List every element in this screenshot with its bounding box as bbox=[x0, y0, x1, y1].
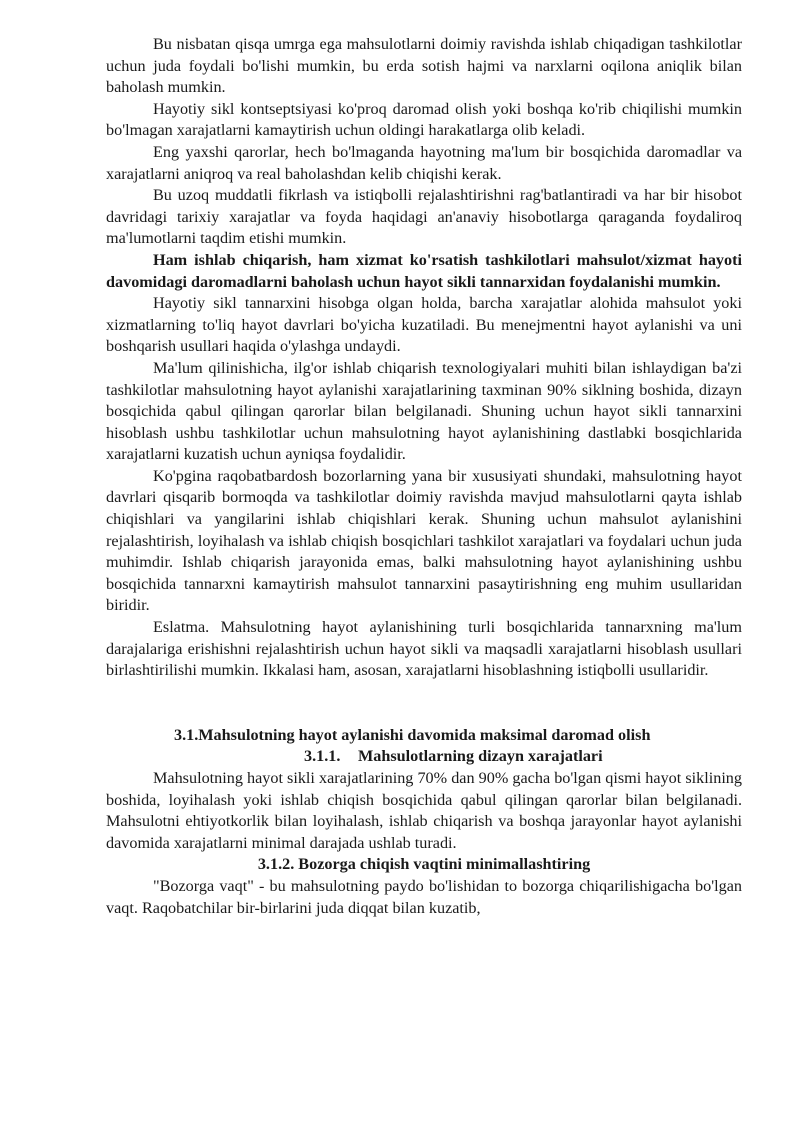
subsection-title: Mahsulotlarning dizayn xarajatlari bbox=[358, 747, 603, 766]
paragraph-7: Ma'lum qilinishicha, ilg'or ishlab chiqarish texnologiyalari muhiti bilan ishlaydigan ba'zi tashkilotlar mahsulotning hayot aylanishi xarajatlarining taxminan 90% siklning boshida, dizayn bosqichida qabul qilingan qarorlar bilan belgilanadi. Shuning uchun hayot sikli tannarxini hisoblash ushbu tashkilotlar uchun mahsulotning hayot aylanishining dastlabki bosqichlarida xarajatlarni kuzatish uchun ayniqsa foydalidir. bbox=[106, 358, 742, 464]
paragraph-3: Eng yaxshi qarorlar, hech bo'lmaganda hayotning ma'lum bir bosqichida daromadlar va xarajatlarni aniqroq va real baholashdan kelib chiqishi kerak. bbox=[106, 142, 742, 183]
paragraph-5-bold: Ham ishlab chiqarish, ham xizmat ko'rsatish tashkilotlari mahsulot/xizmat hayoti davomidagi daromadlarni baholash uchun hayot sikli tannarxidan foydalanishi mumkin. bbox=[106, 250, 742, 291]
subsection-2-paragraph: "Bozorga vaqt" - bu mahsulotning paydo bo'lishidan to bozorga chiqarilishigacha bo'lgan vaqt. Raqobatchilar bir-birlarini juda diqqat bilan kuzatib, bbox=[106, 876, 742, 917]
paragraph-6: Hayotiy sikl tannarxini hisobga olgan holda, barcha xarajatlar alohida mahsulot yoki xizmatlarning to'liq hayot davrlari bo'yicha kuzatiladi. Bu menejmentni hayot aylanishi va uni boshqarish usullari haqida o'ylashga undaydi. bbox=[106, 294, 742, 356]
paragraph-8: Ko'pgina raqobatbardosh bozorlarning yana bir xususiyati shundaki, mahsulotning hayot davrlari qisqarib bormoqda va tashkilotlar doimiy ravishda mavjud mahsulotlarni qayta ishlab chiqishlari va yangilarini ishlab chiqishlari kerak. Shuning uchun mahsulot aylanishini rejalashtirish, loyihalash va ishlab chiqish bosqichlari tashkilot xarajatlari va foydalari uchun juda muhimdir. Ishlab chiqarish jarayonida emas, balki mahsulotning hayot aylanishining ushbu bosqichida tannarxni kamaytirish mahsulot tannarxini pasaytirishning eng muhim usullaridan biridir. bbox=[106, 466, 742, 615]
paragraph-1: Bu nisbatan qisqa umrga ega mahsulotlarni doimiy ravishda ishlab chiqadigan tashkilotlar uchun juda foydali bo'lishi mumkin, bu erda sotish hajmi va narxlarni oqilona aniqlik bilan baholash mumkin. bbox=[106, 35, 742, 97]
subsection-1-paragraph: Mahsulotning hayot sikli xarajatlarining 70% dan 90% gacha bo'lgan qismi hayot siklining boshida, loyihalash yoki ishlab chiqish bosqichida qabul qilingan qarorlar bilan belgilanadi. Mahsulotni ehtiyotkorlik bilan loyihalash, ishlab chiqarish va boshqa jarayonlar hayot aylanishi davomida xarajatlarni minimal darajada ushlab turadi. bbox=[106, 769, 742, 852]
document-page bbox=[106, 34, 742, 919]
section-heading: 3.1.Mahsulotning hayot aylanishi davomida maksimal daromad olish bbox=[174, 725, 651, 744]
paragraph-9: Eslatma. Mahsulotning hayot aylanishining turli bosqichlarida tannarxning ma'lum darajalariga erishishni rejalashtirish uchun hayot sikli va maqsadli xarajatlarni hisoblash usullari birlashtirilishi mumkin. Ikkalasi ham, asosan, xarajatlarni hisoblashning istiqbolli usullaridir. bbox=[106, 618, 742, 680]
subsection-heading-2: 3.1.2. Bozorga chiqish vaqtini minimallashtiring bbox=[257, 855, 591, 874]
section-spacer bbox=[106, 682, 742, 725]
paragraph-2: Hayotiy sikl kontseptsiyasi ko'proq daromad olish yoki boshqa ko'rib chiqilishi mumkin bo'lmagan xarajatlarni kamaytirish uchun oldingi harakatlarga olib keladi. bbox=[106, 99, 742, 140]
paragraph-4: Bu uzoq muddatli fikrlash va istiqbolli rejalashtirishni rag'batlantiradi va har bir hisobot davridagi tarixiy xarajatlar va foyda haqidagi an'anaviy hisobotlarga qaraganda foydaliroq ma'lumotlarni taqdim etishi mumkin. bbox=[106, 186, 742, 248]
subsection-heading-1 bbox=[106, 746, 742, 768]
subsection-number: 3.1.1. bbox=[304, 747, 341, 766]
